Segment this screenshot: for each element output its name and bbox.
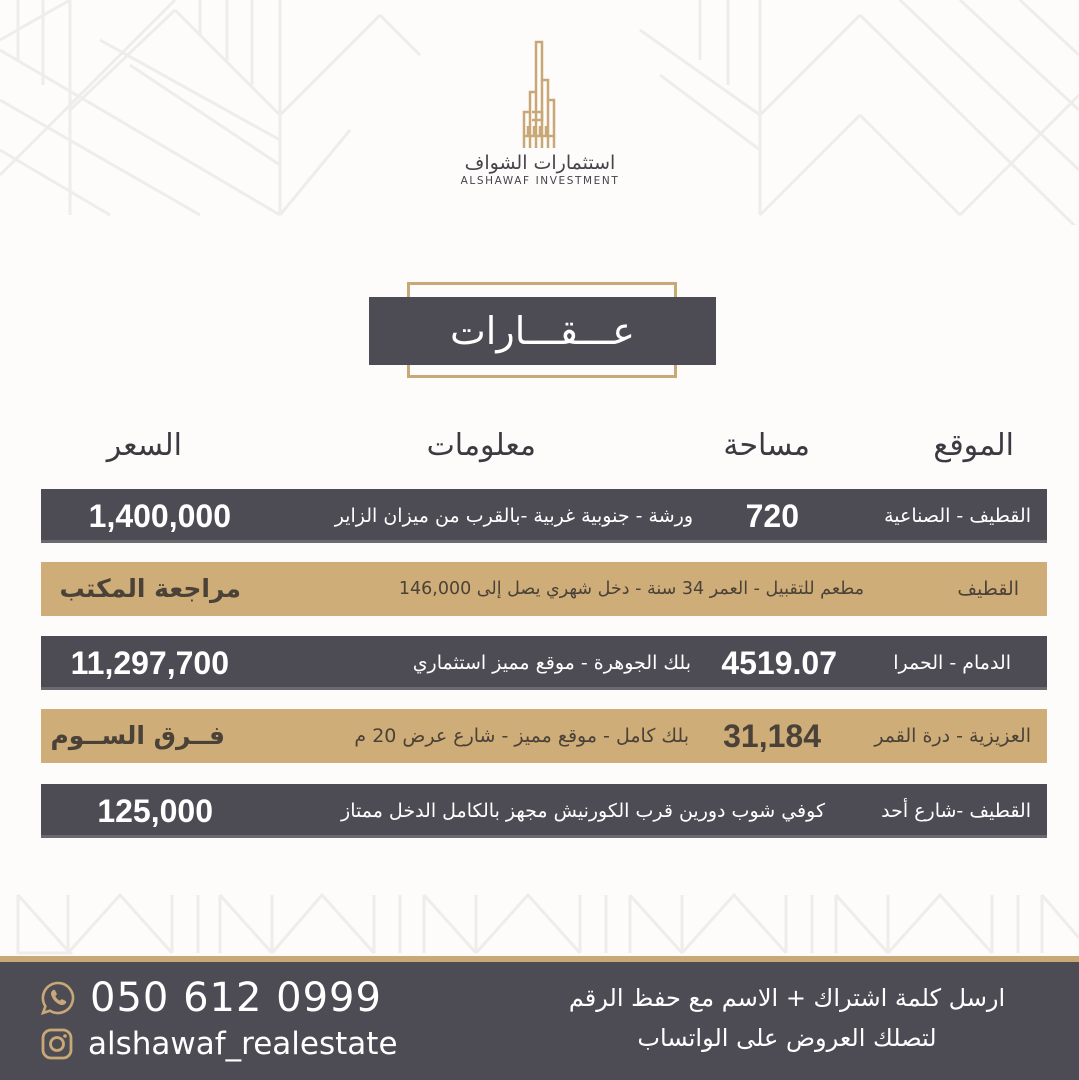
cell-area: 31,184: [723, 718, 821, 754]
whatsapp-icon: [40, 980, 76, 1016]
brand-name-english: ALSHAWAF INVESTMENT: [460, 175, 620, 187]
instagram-icon: [40, 1027, 74, 1061]
table-row: [41, 636, 1047, 690]
cell-info: كوفي شوب دورين قرب الكورنيش مجهز بالكامل الدخل ممتاز: [341, 800, 825, 822]
phone-number: 050 612 0999: [90, 975, 382, 1021]
page-title: عـــقـــارات: [369, 297, 716, 365]
cell-location: القطيف -شارع أحد: [881, 800, 1031, 822]
instagram-handle: alshawaf_realestate: [88, 1026, 398, 1062]
cell-location: القطيف: [957, 578, 1019, 600]
header-price: السعر: [106, 428, 182, 463]
cell-info: مطعم للتقبيل - العمر 34 سنة - دخل شهري يصل إلى 146,000: [398, 579, 864, 599]
cell-price: مراجعة المكتب: [59, 574, 241, 603]
cell-price: 125,000: [97, 793, 213, 829]
tower-logo-icon: [510, 40, 570, 150]
brand-name-arabic: استثمارات الشواف: [464, 152, 616, 174]
cell-price: 1,400,000: [88, 498, 231, 534]
cell-info: بلك كامل - موقع مميز - شارع عرض 20 م: [354, 725, 689, 747]
subscribe-instructions: [537, 978, 1037, 1058]
table-row: [41, 709, 1047, 763]
cell-location: العزيزية - درة القمر: [874, 725, 1031, 747]
promo-line-2: لتصلك العروض على الواتساب: [637, 1024, 937, 1052]
cell-price: فــرق الســوم: [50, 721, 225, 750]
header-area: مساحة: [723, 428, 810, 463]
table-row: [41, 489, 1047, 543]
background-pattern-bottom: [0, 890, 1079, 956]
cell-area: 4519.07: [721, 645, 837, 681]
brand-logo: [440, 40, 640, 195]
cell-area: 720: [745, 498, 799, 534]
cell-location: الدمام - الحمرا: [893, 652, 1011, 674]
table-header: [40, 420, 1048, 475]
header-location: الموقع: [933, 428, 1014, 463]
cell-info: بلك الجوهرة - موقع مميز استثماري: [412, 652, 691, 674]
whatsapp-contact[interactable]: [40, 973, 382, 1023]
cell-info: ورشة - جنوبية غربية -بالقرب من ميزان الزاير: [334, 505, 693, 527]
header-info: معلومات: [426, 428, 536, 463]
table-row: [41, 784, 1047, 838]
cell-location: القطيف - الصناعية: [884, 505, 1031, 527]
promo-line-1: ارسل كلمة اشتراك + الاسم مع حفظ الرقم: [568, 984, 1006, 1012]
table-row: [41, 562, 1047, 616]
instagram-contact[interactable]: [40, 1022, 398, 1066]
cell-price: 11,297,700: [70, 645, 229, 681]
